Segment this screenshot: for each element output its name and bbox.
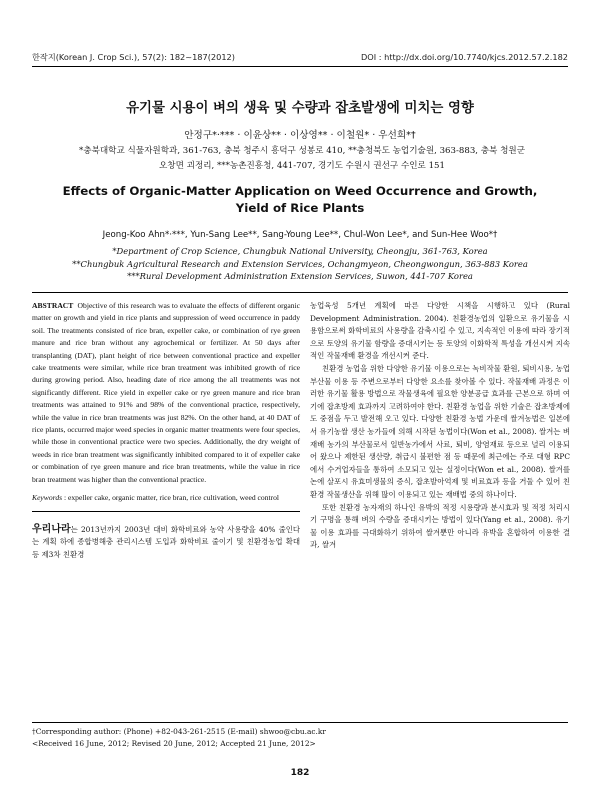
keywords-text: : expeller cake, organic matter, rice bran, rice cultivation, weed control bbox=[64, 493, 280, 503]
received-dates: <Received 16 June, 2012; Revised 20 June, 2012; Accepted 21 June, 2012> bbox=[32, 739, 316, 748]
affiliation-english bbox=[0, 245, 600, 283]
corresponding-author: †Corresponding author: (Phone) +82-043-261-2515 (E-mail) shwoo@cbu.ac.kr bbox=[32, 727, 326, 736]
affiliation-korean-line: 오창면 괴정리, ***농촌진흥청, 441-707, 경기도 수원시 권선구 수인로 151 bbox=[159, 161, 445, 171]
footnote bbox=[32, 726, 568, 750]
title-english-line: Yield of Rice Plants bbox=[235, 201, 365, 215]
abstract-rule bbox=[32, 511, 300, 512]
right-column bbox=[310, 300, 570, 552]
keywords-label: Keywords bbox=[32, 493, 63, 503]
footnote-rule bbox=[32, 722, 568, 723]
left-column bbox=[32, 300, 300, 561]
abstract bbox=[32, 300, 300, 486]
body-paragraph: 농업육성 5개년 계획에 따른 다양한 시책을 시행하고 있다 (Rural Development Administration. 2004). 친환경농업의 일환으로 유기물을 시용함으로써 화학비료의 사용량을 감축시킬 수 있고, 지속적인 이용에 따라 장기적으로 토양의 유기물 함량을 증대시키는 등 토양의 이화학적 특성을 개선시켜 지속적인 작물재배 환경을 개선시켜 준다. bbox=[310, 301, 570, 361]
abstract-text: Objective of this research was to evaluate the effects of different organic matter on growth and yield in rice plants and suppression of weed occurrence in paddy soil. The treatments consisted of rice bran, expeller cake, or combination of rye green manure and rice bran without any agrochemical or fertilizer. At 50 days after transplanting (DAT), plant height of rice between conventional practice and expeller cake treatments were similar, while rice bran treatment was inhibited growth of rice during growing period. Also, heading date of rice among the all treatments was not significantly different. Rice yield in expeller cake or rye green manure and rice bran treatments was attained to 91% and 98% of the conventional practice, respectively, while the value in rice bran treatments was just 82%. On the other hand, at 40 DAT of rice plants, occurred major weed species in organic matter treatments were four species, while those in conventional practice were two species. Additionally, the dry weight of weeds in rice bran treatment was significantly inhibited compared to it of expeller cake or combination of rye green manure and rice bran treatments, while the value in rice bran treatment was higher than the conventional practice. bbox=[32, 301, 300, 484]
section-rule bbox=[32, 292, 568, 293]
intro-lead: 우리나라 bbox=[32, 523, 71, 535]
affiliation-korean bbox=[52, 144, 552, 174]
authors-korean: 안정구*·*** · 이윤상** · 이상영** · 이철원* · 우선희*† bbox=[184, 130, 416, 141]
title-english-line: Effects of Organic-Matter Application on Weed Occurrence and Growth, bbox=[62, 184, 538, 198]
intro-text: 는 2013년까지 2003년 대비 화학비료와 농약 사용량을 40% 줄인다는 계획 하에 종합병해충 관리시스템 도입과 화학비료 줄이기 및 친환경농업 확대 등 제3차 친환경 bbox=[32, 524, 300, 559]
page-number: 182 bbox=[290, 768, 310, 778]
journal-citation: 한작지(Korean J. Crop Sci.), 57(2): 182~187(2012) bbox=[32, 52, 235, 62]
title-english bbox=[40, 183, 560, 217]
keywords bbox=[32, 492, 300, 504]
affiliation-english-line: **Chungbuk Agricultural Research and Extension Services, Ochangmyeon, Cheongwongun, 363-883 Korea bbox=[72, 258, 528, 269]
body-paragraph: 또한 친환경 농자재의 하나인 유박의 적정 시용량과 분시효과 및 적정 처리시기 구명을 통해 벼의 수량을 증대시키는 방법이 있다(Yang et al., 2008). 유기물 이용 효과를 극대화하기 위하여 쌀겨뿐만 아니라 유박을 혼합하여 이용한 결과, 쌀겨 bbox=[310, 502, 570, 550]
intro-paragraph bbox=[32, 524, 300, 562]
body-paragraph: 친환경 농업을 위한 다양한 유기물 이용으로는 녹비작물 환원, 퇴비시용, 농업부산물 이용 등 주변으로부터 다양한 요소를 찾아볼 수 있다. 작물재배 과정은 이러한 유기물 활용 방법으로 작물생육에 필요한 양분공급 효과를 근본으로 하며 여기에 잡초방제 효과까지 고려하여야 한다. 친환경 농업을 위한 기술은 잡초방제에도 중점을 두고 발전해 오고 있다. 다양한 친환경 농법 가운데 쌀겨농법은 일본에서 유기농쌀 생산 농가들에 의해 시작된 농법이다(Won et al., 2008). 쌀겨는 벼 재배 농가의 부산물로서 일반농가에서 사료, 퇴비, 양염재료 등으로 널리 이용되어 왔으나 제한된 생산량, 취급시 불편한 점 등 때문에 최근에는 주로 대형 RPC에서 수거업자들을 통하여 소모되고 있는 실정이다(Won et al., 2008). 쌀겨를 논에 살포시 유효미생물의 증식, 잡초발아억제 및 비료효과 등을 거둘 수 있어 친환경 작물생산을 위해 많이 이용되고 있는 재배법 중의 하나이다. bbox=[310, 363, 570, 499]
header-rule bbox=[32, 66, 568, 67]
abstract-label: ABSTRACT bbox=[32, 301, 74, 310]
affiliation-english-line: *Department of Crop Science, Chungbuk National University, Cheongju, 361-763, Korea bbox=[112, 246, 488, 256]
doi-link[interactable]: DOI : http://dx.doi.org/10.7740/kjcs.2012.57.2.182 bbox=[360, 52, 568, 62]
affiliation-korean-line: *충북대학교 식물자원학과, 361-763, 충북 청주시 흥덕구 성봉로 410, **충청북도 농업기술원, 363-883, 충북 청원군 bbox=[78, 146, 525, 156]
affiliation-english-line: ***Rural Development Administration Extension Services, Suwon, 441-707 Korea bbox=[127, 271, 473, 281]
running-header bbox=[32, 50, 568, 64]
title-korean: 유기물 시용이 벼의 생육 및 수량과 잡초발생에 미치는 영향 bbox=[126, 101, 474, 116]
authors-english: Jeong-Koo Ahn*·***, Yun-Sang Lee**, Sang-Young Lee**, Chul-Won Lee*, and Sun-Hee Woo*† bbox=[102, 230, 498, 240]
